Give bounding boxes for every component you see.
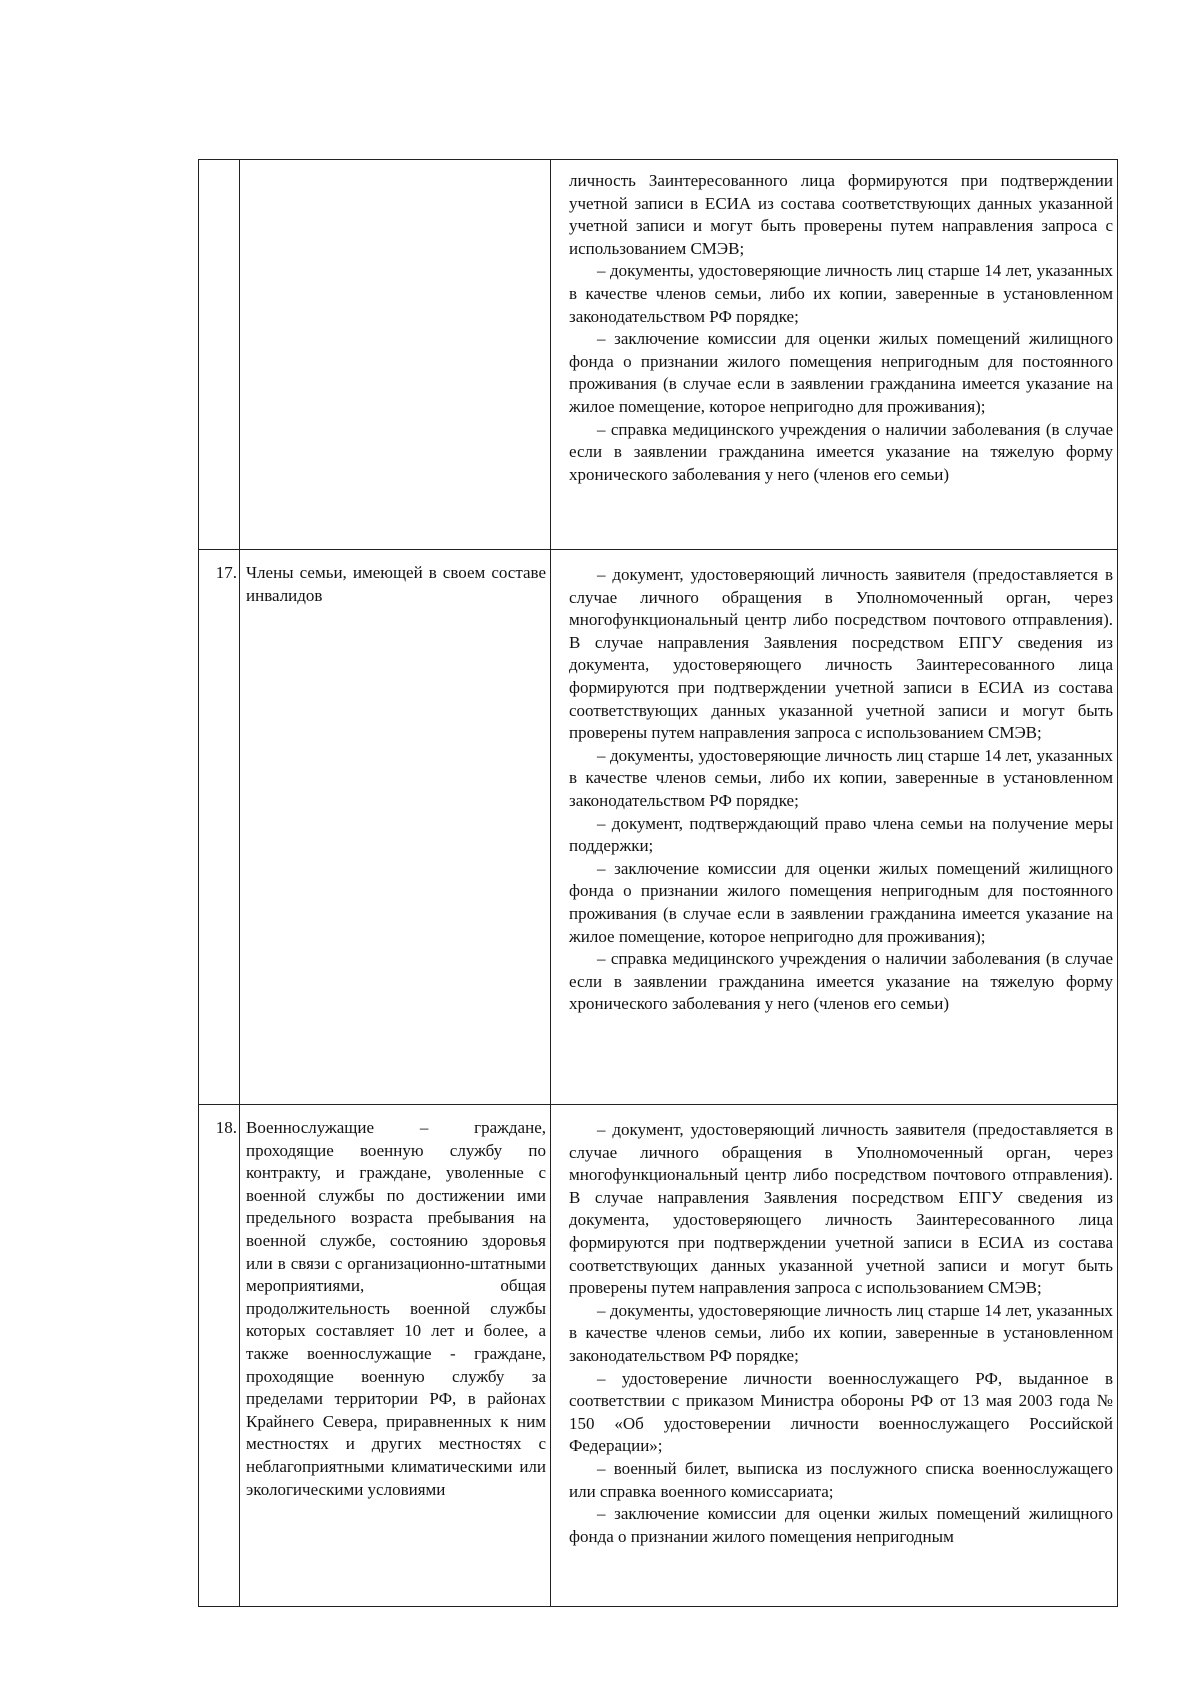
document-item: – документ, удостоверяющий личность заявителя (предоставляется в случае личного обращения в Уполномоченный орган, через многофункциональный центр либо посредством почтового отправления). В случае направления Заявления посредством ЕПГУ сведения из документа, удостоверяющего личность Заинтересованного лица формируются при подтверждении учетной записи в ЕСИА из состава соответствующих данных указанной учетной записи и могут быть проверены путем направления запроса с использованием СМЭВ; xyxy=(569,1120,1113,1298)
row-number: 17. xyxy=(199,550,240,1105)
document-item: – заключение комиссии для оценки жилых помещений жилищного фонда о признании жилого помещения непригодным для постоянного проживания (в случае если в заявлении гражданина имеется указание на жилое помещение, которое непригодно для проживания); xyxy=(569,329,1113,416)
documents-paragraph: личность Заинтересованного лица формируются при подтверждении учетной записи в ЕСИА из состава соответствующих данных указанной учетной записи и могут быть проверены путем направления запроса с использованием СМЭВ; xyxy=(569,171,1113,258)
document-item: – справка медицинского учреждения о наличии заболевания (в случае если в заявлении гражданина имеется указание на тяжелую форму хронического заболевания у него (членов его семьи) xyxy=(569,949,1113,1014)
document-item: – военный билет, выписка из послужного списка военнослужащего или справка военного комиссариата; xyxy=(569,1458,1113,1501)
document-item: – документы, удостоверяющие личность лиц старше 14 лет, указанных в качестве членов семьи, либо их копии, заверенные в установленном законодательством РФ порядке; xyxy=(569,745,1113,810)
applicant-category xyxy=(240,160,551,550)
applicant-category: Военнослужащие – граждане, проходящие военную службу по контракту, и граждане, уволенные с военной службы по достижении ими предельного возраста пребывания на военной службе, состоянию здоровья или в связи с организационно-штатными мероприятиями, общая продолжительность военной службы которых составляет 10 лет и более, а также военнослужащие - граждане, проходящие военную службу за пределами территории РФ, в районах Крайнего Севера, приравненных к ним местностях и других местностях с неблагоприятными климатическими или экологическими условиями xyxy=(240,1105,551,1607)
required-documents xyxy=(551,160,1118,550)
document-item: – справка медицинского учреждения о наличии заболевания (в случае если в заявлении гражданина имеется указание на тяжелую форму хронического заболевания у него (членов его семьи) xyxy=(569,419,1113,484)
required-documents xyxy=(551,1105,1118,1607)
table-row xyxy=(199,1105,1118,1607)
document-item: – документ, подтверждающий право члена семьи на получение меры поддержки; xyxy=(569,813,1113,856)
table-row xyxy=(199,160,1118,550)
applicant-category: Члены семьи, имеющей в своем составе инвалидов xyxy=(240,550,551,1105)
document-item: – документы, удостоверяющие личность лиц старше 14 лет, указанных в качестве членов семьи, либо их копии, заверенные в установленном законодательством РФ порядке; xyxy=(569,261,1113,326)
required-documents xyxy=(551,550,1118,1105)
document-item: – заключение комиссии для оценки жилых помещений жилищного фонда о признании жилого помещения непригодным для постоянного проживания (в случае если в заявлении гражданина имеется указание на жилое помещение, которое непригодно для проживания); xyxy=(569,858,1113,946)
documents-table xyxy=(198,159,1118,1607)
row-number: 18. xyxy=(199,1105,240,1607)
document-item: – удостоверение личности военнослужащего РФ, выданное в соответствии с приказом Министра обороны РФ от 13 мая 2003 года № 150 «Об удостоверении личности военнослужащего Российской Федерации»; xyxy=(569,1368,1113,1456)
table-row xyxy=(199,550,1118,1105)
document-item: – документ, удостоверяющий личность заявителя (предоставляется в случае личного обращения в Уполномоченный орган, через многофункциональный центр либо посредством почтового отправления). В случае направления Заявления посредством ЕПГУ сведения из документа, удостоверяющего личность Заинтересованного лица формируются при подтверждении учетной записи в ЕСИА из состава соответствующих данных указанной учетной записи и могут быть проверены путем направления запроса с использованием СМЭВ; xyxy=(569,565,1113,743)
document-item: – заключение комиссии для оценки жилых помещений жилищного фонда о признании жилого помещения непригодным xyxy=(569,1504,1113,1546)
row-number xyxy=(199,160,240,550)
document-item: – документы, удостоверяющие личность лиц старше 14 лет, указанных в качестве членов семьи, либо их копии, заверенные в установленном законодательством РФ порядке; xyxy=(569,1300,1113,1365)
